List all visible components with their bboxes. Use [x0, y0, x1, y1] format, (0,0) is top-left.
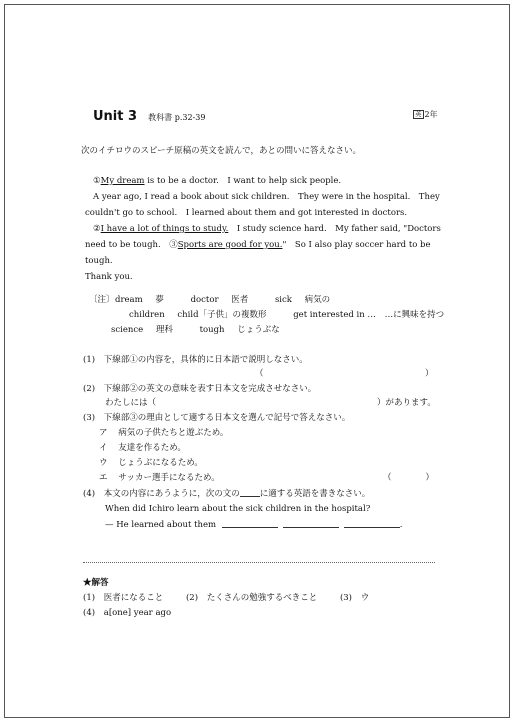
- option-b: [99, 443, 186, 454]
- question-number: (3): [83, 413, 96, 423]
- note-en: children: [129, 310, 165, 320]
- option-mark: イ: [99, 443, 108, 453]
- option-text: サッカー選手になるため。: [118, 473, 220, 483]
- passage-line-5: [85, 237, 441, 253]
- header: [93, 105, 205, 124]
- answer-number: (4): [83, 608, 96, 618]
- question-1: [83, 355, 308, 366]
- unit-title: Unit 3: [93, 109, 138, 124]
- note-en: sick: [274, 295, 292, 305]
- q4-answer-line: [105, 519, 402, 531]
- answer-number: (1): [83, 593, 96, 603]
- underline-2: I have a lot of things to study.: [100, 224, 229, 234]
- passage-line-4: [85, 221, 441, 237]
- note-en: get interested in …: [293, 310, 376, 320]
- notes-row-2: [129, 310, 444, 321]
- option-text: 病気の子供たちと遊ぶため。: [118, 428, 229, 438]
- option-a: [99, 428, 228, 439]
- note-en: tough: [199, 325, 225, 335]
- marker-1: ①: [93, 176, 101, 186]
- passage: [85, 173, 441, 285]
- answer-paren-open: （: [255, 369, 264, 379]
- q4-answer-end: .: [399, 520, 403, 530]
- note-en: doctor: [190, 295, 219, 305]
- answers-row-1: [83, 593, 369, 604]
- q4-question: When did Ichiro learn about the sick children in the hospital?: [105, 504, 371, 514]
- answer-text: 医者になること: [103, 593, 164, 603]
- option-mark: ウ: [99, 458, 108, 468]
- question-text: 下線部②の英文の意味を表す日本文を完成させなさい。: [103, 384, 317, 394]
- passage-line-1-rest: is to be a doctor. I want to help sick people.: [144, 176, 342, 186]
- option-c: [99, 458, 203, 469]
- answer-blank: [222, 519, 278, 528]
- passage-line-1: [85, 173, 441, 189]
- note-ja: 理科: [155, 325, 173, 335]
- blank-marker: [240, 488, 260, 497]
- passage-line-5-rest: " So I also play soccer hard to be: [282, 240, 431, 250]
- note-ja: じょうぶな: [237, 325, 280, 335]
- answer-blank: [283, 519, 339, 528]
- passage-line-5-start: need to be tough.: [85, 240, 170, 250]
- notes-row-1: [115, 295, 330, 306]
- passage-line-2: A year ago, I read a book about sick children. They were in the hospital. They: [93, 192, 440, 202]
- passage-line-3: couldn't go to school. I learned about them and got interested in doctors.: [85, 208, 408, 218]
- passage-line-6: tough.: [85, 256, 113, 266]
- passage-line-7: Thank you.: [85, 272, 133, 282]
- note-ja: child「子供」の複数形: [177, 310, 267, 320]
- answers-label: ★解答: [83, 578, 109, 588]
- question-number: (4): [83, 489, 96, 499]
- option-d: [99, 473, 220, 484]
- notes-label: 〔注〕: [89, 295, 115, 305]
- note-ja: 医者: [231, 295, 249, 305]
- answer-text: たくさんの勉強するべきこと: [206, 593, 318, 603]
- question-text-b: に適する英語を書きなさい。: [259, 489, 371, 499]
- answer-number: (3): [339, 593, 352, 603]
- q2-suffix: ）があります。: [377, 398, 436, 408]
- q2-prefix: わたしには（: [105, 398, 157, 408]
- underline-3: Sports are good for you.: [177, 240, 283, 250]
- answer-text: ウ: [360, 593, 370, 603]
- grade-text: 2年: [424, 110, 438, 119]
- marker-3: ③: [169, 240, 178, 250]
- notes-row-3: [111, 325, 280, 336]
- grade-mark: 英: [415, 110, 422, 118]
- question-text: 下線部①の内容を，具体的に日本語で説明しなさい。: [103, 355, 308, 365]
- worksheet-page: [4, 4, 510, 718]
- instruction: 次のイチロウのスピーチ原稿の英文を読んで，あとの問いに答えなさい。: [81, 146, 361, 156]
- grade-label: [413, 109, 438, 120]
- option-mark: ア: [99, 428, 108, 438]
- question-text-a: 本文の内容にあうように，次の文の: [103, 489, 240, 499]
- question-2: [83, 384, 316, 395]
- answer-divider: [83, 562, 435, 563]
- textbook-reference: 教科書 p.32-39: [148, 113, 206, 122]
- passage-line-4-rest: I study science hard. My father said, "Doctors: [228, 224, 441, 234]
- question-number: (1): [83, 355, 96, 365]
- answer-number: (2): [185, 593, 199, 603]
- option-text: 友達を作るため。: [118, 443, 186, 453]
- q4-answer-prefix: — He learned about them: [105, 520, 217, 530]
- option-mark: エ: [99, 473, 108, 483]
- option-text: じょうぶになるため。: [118, 458, 203, 468]
- note-ja: …に興味を持つ: [384, 310, 445, 320]
- question-3: [83, 413, 350, 424]
- answer-text: a[one] year ago: [103, 608, 172, 618]
- question-4: [83, 488, 370, 500]
- marker-2: ②: [93, 224, 101, 234]
- answers-row-2: [83, 608, 171, 619]
- note-en: science: [111, 325, 144, 335]
- answer-paren-close: ）: [425, 369, 434, 379]
- note-ja: 夢: [155, 295, 164, 305]
- question-number: (2): [83, 384, 96, 394]
- q3-answer-paren: （ ）: [383, 473, 435, 483]
- note-ja: 病気の: [304, 295, 331, 305]
- question-text: 下線部③の理由として適する日本文を選んで記号で答えなさい。: [103, 413, 351, 423]
- answer-blank: [344, 519, 400, 528]
- note-en: dream: [115, 295, 143, 305]
- underline-1: My dream: [100, 176, 145, 186]
